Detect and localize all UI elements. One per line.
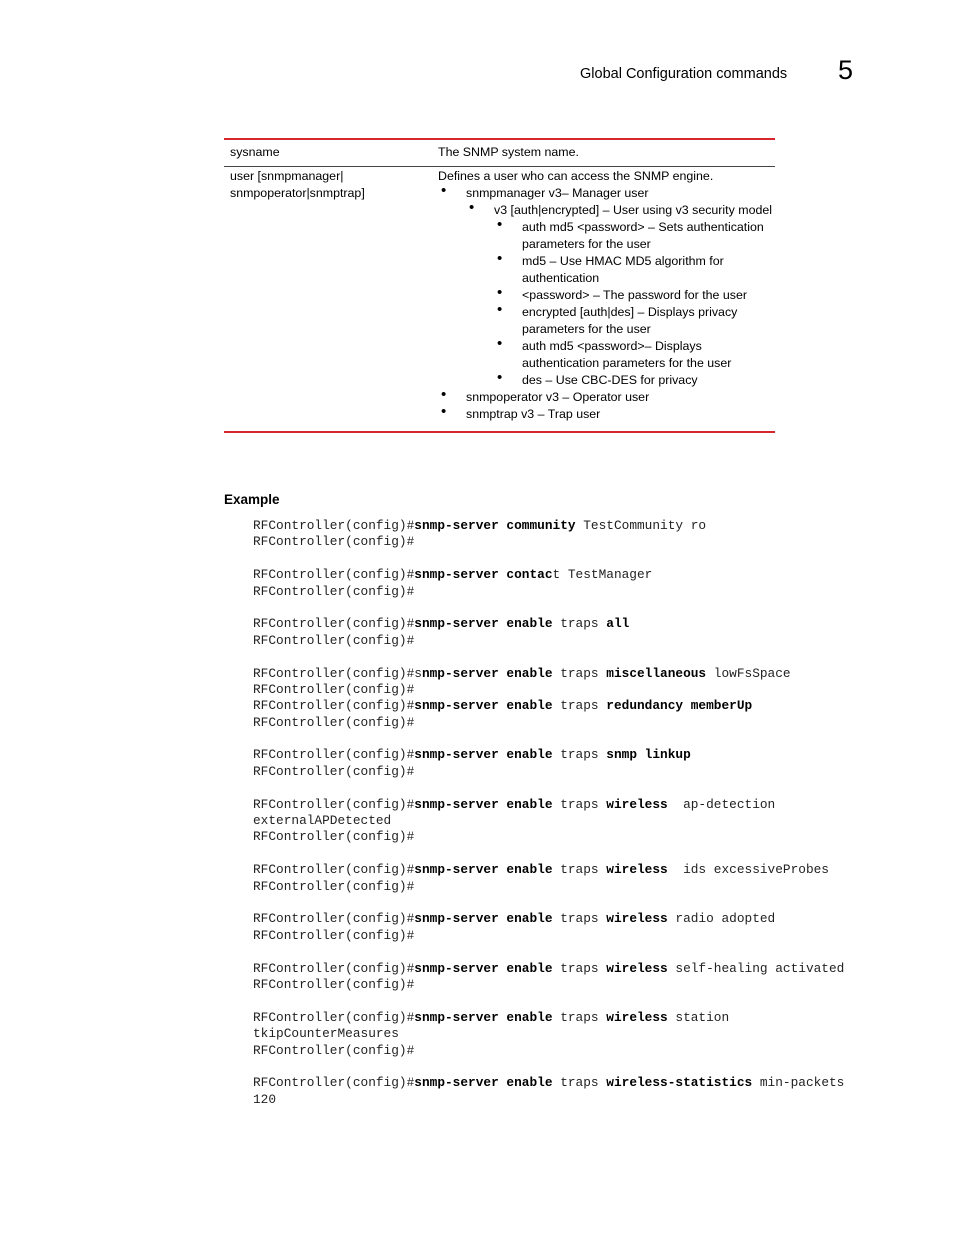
code-line (253, 797, 844, 813)
code-line (253, 813, 844, 829)
code-keyword: nmp-server enable (421, 665, 553, 681)
code-text: traps (552, 698, 607, 714)
list-item-text: v3 [auth|encrypted] – User using v3 security model (494, 203, 773, 217)
code-spacer (253, 731, 844, 747)
parameter-table (224, 138, 775, 433)
code-keyword: snmp-server contac (414, 567, 553, 583)
code-text: RFController(config)# (253, 911, 415, 927)
code-keyword: snmp-server enable (414, 616, 553, 632)
code-line (253, 961, 844, 977)
code-keyword: snmp-server community (414, 518, 576, 533)
code-spacer (253, 551, 844, 567)
param-name-line: user [snmpmanager| (230, 169, 344, 183)
code-text: traps (552, 960, 607, 976)
code-keyword: wireless (606, 862, 668, 878)
code-keyword: snmp-server enable (414, 698, 553, 714)
code-text: RFController(config)# (253, 878, 415, 894)
code-text: tkipCounterMeasures (253, 1026, 399, 1042)
code-line (253, 977, 844, 993)
code-text: RFController(config)# (253, 927, 415, 943)
code-text: traps (552, 1009, 607, 1025)
table-bottom-rule (224, 431, 775, 433)
code-example (253, 518, 844, 1108)
code-keyword: wireless (606, 960, 668, 976)
code-line (253, 829, 844, 845)
code-line (253, 666, 844, 682)
code-line (253, 747, 844, 763)
code-text: min-packets (752, 1075, 845, 1091)
list-item: • snmptrap v3 – Trap user (438, 406, 775, 423)
list-item: • auth md5 <password>– Displays authentication parameters for the user (494, 338, 775, 372)
code-text: traps (552, 911, 607, 927)
param-description: The SNMP system name. (438, 145, 579, 159)
code-keyword: snmp linkup (606, 747, 691, 763)
code-text: RFController(config)# (253, 1042, 415, 1058)
code-text: ids excessiveProbes (667, 862, 829, 878)
list-item-text: snmpmanager v3– Manager user (466, 186, 649, 200)
table-row (224, 140, 775, 166)
list-item: • auth md5 <password> – Sets authentication parameters for the user (494, 219, 775, 253)
code-text: RFController(config)# (253, 829, 415, 845)
code-line (253, 1026, 844, 1042)
code-line (253, 584, 844, 600)
code-spacer (253, 846, 844, 862)
code-spacer (253, 649, 844, 665)
code-spacer (253, 993, 844, 1009)
code-text: radio adopted (667, 911, 776, 927)
code-line (253, 616, 844, 632)
code-keyword: wireless (606, 1009, 668, 1025)
code-line (253, 1010, 844, 1026)
code-text: traps (552, 747, 607, 763)
code-spacer (253, 1059, 844, 1075)
code-keyword: wireless-statistics (606, 1075, 753, 1091)
code-text: RFController(config)# (253, 583, 415, 599)
code-text: RFController(config)#s (253, 665, 422, 681)
code-text: RFController(config)# (253, 616, 415, 632)
code-line (253, 764, 844, 780)
code-line (253, 879, 844, 895)
code-text: RFController(config)# (253, 518, 415, 533)
code-line (253, 567, 844, 583)
code-text: RFController(config)# (253, 681, 415, 697)
code-text: traps (552, 1075, 607, 1091)
code-line (253, 1075, 844, 1091)
list-item: • md5 – Use HMAC MD5 algorithm for authentication (494, 253, 775, 287)
code-text: RFController(config)# (253, 1075, 415, 1091)
code-line (253, 518, 844, 534)
code-spacer (253, 944, 844, 960)
code-keyword: snmp-server enable (414, 1075, 553, 1091)
param-name-line: snmpoperator|snmptrap] (230, 186, 365, 200)
code-line (253, 698, 844, 714)
code-line (253, 862, 844, 878)
code-keyword: snmp-server enable (414, 862, 553, 878)
code-text: RFController(config)# (253, 976, 415, 992)
code-text: RFController(config)# (253, 714, 415, 730)
code-spacer (253, 895, 844, 911)
list-item: • des – Use CBC-DES for privacy (494, 372, 775, 389)
table-row (224, 167, 775, 431)
code-text: station (667, 1009, 730, 1025)
description-intro: Defines a user who can access the SNMP engine. (438, 169, 714, 183)
code-text: externalAPDetected (253, 813, 392, 829)
list-item: • <password> – The password for the user (494, 287, 775, 304)
code-text: ap-detection (667, 796, 776, 812)
code-line (253, 928, 844, 944)
code-text: TestCommunity ro (575, 518, 707, 533)
code-keyword: redundancy memberUp (606, 698, 753, 714)
code-text: RFController(config)# (253, 698, 415, 714)
code-text: self-healing activated (667, 960, 845, 976)
code-line (253, 715, 844, 731)
code-text: lowFsSpace (706, 665, 791, 681)
code-keyword: miscellaneous (606, 665, 707, 681)
code-text: traps (552, 796, 607, 812)
param-description (438, 168, 775, 423)
list-item: • encrypted [auth|des] – Displays privacy parameters for the user (494, 304, 775, 338)
running-header-title: Global Configuration commands (580, 66, 788, 82)
code-text: RFController(config)# (253, 862, 415, 878)
code-text: 120 (253, 1091, 277, 1107)
code-text: RFController(config)# (253, 763, 415, 779)
code-text: RFController(config)# (253, 1009, 415, 1025)
code-text: RFController(config)# (253, 567, 415, 583)
code-line (253, 534, 844, 550)
code-text: RFController(config)# (253, 632, 415, 648)
code-text: RFController(config)# (253, 747, 415, 763)
section-heading: Example (224, 492, 280, 507)
code-line (253, 633, 844, 649)
code-keyword: snmp-server enable (414, 960, 553, 976)
code-spacer (253, 780, 844, 796)
code-keyword: snmp-server enable (414, 747, 553, 763)
code-keyword: snmp-server enable (414, 796, 553, 812)
code-text: t TestManager (552, 567, 653, 583)
code-line (253, 682, 844, 698)
code-line (253, 1092, 844, 1108)
code-keyword: wireless (606, 796, 668, 812)
param-name: sysname (230, 145, 280, 159)
list-item (466, 202, 775, 389)
code-text: traps (552, 665, 607, 681)
code-text: RFController(config)# (253, 534, 415, 550)
code-keyword: all (606, 616, 630, 632)
chapter-number: 5 (838, 55, 854, 85)
code-text: traps (552, 862, 607, 878)
param-name (224, 168, 438, 423)
code-keyword: snmp-server enable (414, 1009, 553, 1025)
code-text: RFController(config)# (253, 960, 415, 976)
code-text: traps (552, 616, 607, 632)
code-text: RFController(config)# (253, 796, 415, 812)
code-keyword: snmp-server enable (414, 911, 553, 927)
code-line (253, 1043, 844, 1059)
code-line (253, 911, 844, 927)
code-keyword: wireless (606, 911, 668, 927)
list-item (438, 185, 775, 389)
code-spacer (253, 600, 844, 616)
list-item: • snmpoperator v3 – Operator user (438, 389, 775, 406)
